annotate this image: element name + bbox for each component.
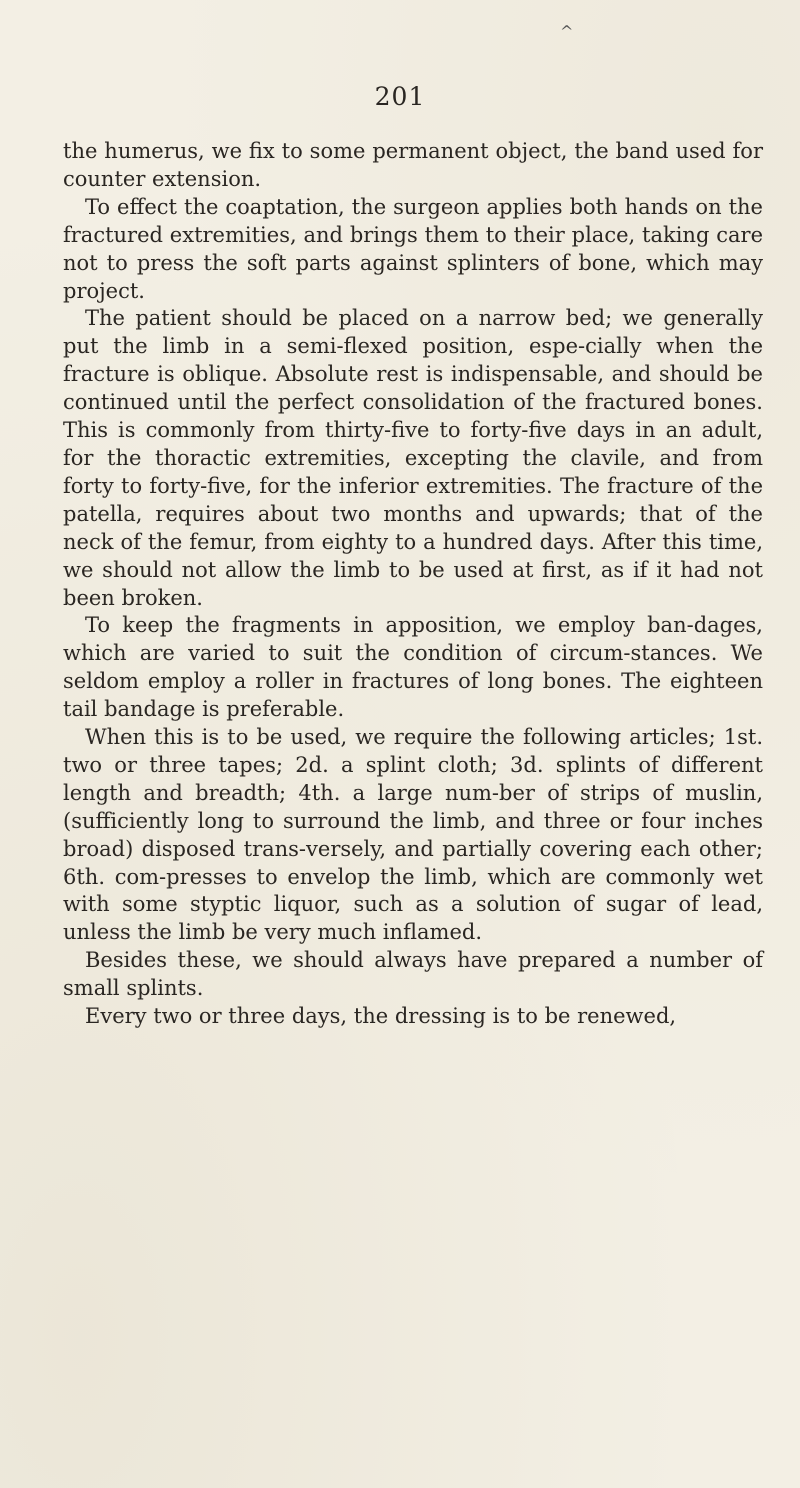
body-text xyxy=(63,138,763,1031)
paragraph: the humerus, we fix to some permanent object, the band used for counter extension. xyxy=(63,139,763,191)
paragraph: The patient should be placed on a narrow bed; we generally put the limb in a semi-flexed position, espe-cially when the fracture is oblique. Absolute rest is indispensable, and should be continued until the perfect consolidation of the fractured bones. This is commonly from thirty-five to forty-five days in an adult, for the thoractic extremities, excepting the clavile, and from forty to forty-five, for the inferior extremities. The fracture of the patella, requires about two months and upwards; that of the neck of the femur, from eighty to a hundred days. After this time, we should not allow the limb to be used at first, as if it had not been broken. xyxy=(63,306,763,610)
paragraph: To keep the fragments in apposition, we employ ban-dages, which are varied to suit the condition of circum-stances. We seldom employ a roller in fractures of long bones. The eighteen tail bandage is preferable. xyxy=(63,613,763,722)
paragraph: Every two or three days, the dressing is to be renewed, xyxy=(85,1004,677,1029)
paragraph: To effect the coaptation, the surgeon applies both hands on the fractured extremities, and brings them to their place, taking care not to press the soft parts against splinters of bone, which may project. xyxy=(63,194,763,303)
paragraph: Besides these, we should always have prepared a number of small splints. xyxy=(63,948,763,1001)
paragraph: When this is to be used, we require the following articles; 1st. two or three tapes; 2d. a splint cloth; 3d. splints of different length and breadth; 4th. a large num-ber of strips of muslin, (sufficiently long to surround the limb, and three or four inches broad) disposed trans-versely, and partially covering each other; 6th. com-presses to envelop the limb, which are commonly wet with some styptic liquor, such as a solution of sugar of lead, unless the limb be very much inflamed. xyxy=(63,725,763,945)
margin-mark: ^ xyxy=(560,22,574,41)
page-number: 201 xyxy=(374,82,426,111)
